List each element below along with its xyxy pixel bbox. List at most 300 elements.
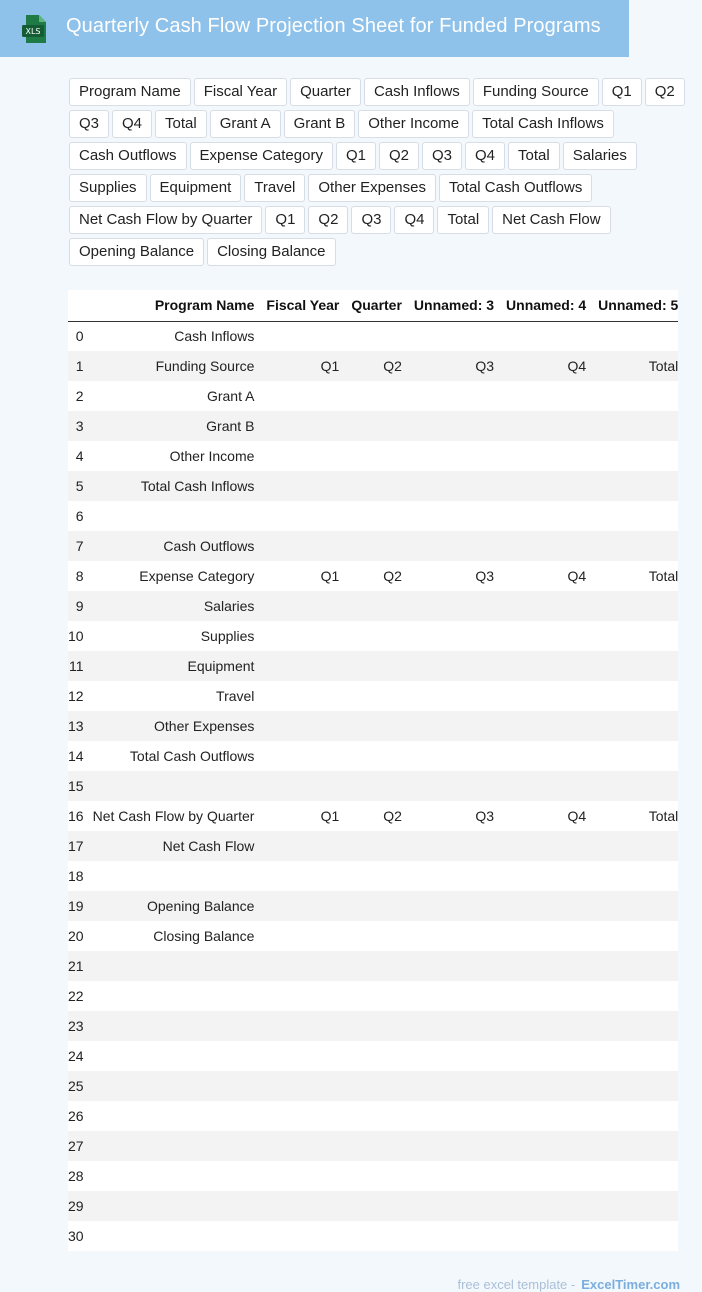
cell-unnamed-3 [408, 921, 500, 951]
cell-fiscal-year: Q1 [260, 351, 345, 381]
cell-unnamed-5 [592, 921, 678, 951]
cell-index: 13 [68, 711, 87, 741]
column-header-unnamed-5: Unnamed: 5 [592, 290, 678, 321]
cell-unnamed-5 [592, 1101, 678, 1131]
cell-unnamed-4 [500, 441, 592, 471]
column-tag[interactable]: Net Cash Flow by Quarter [69, 206, 262, 234]
cell-program-name [87, 1161, 261, 1191]
cell-unnamed-5 [592, 1011, 678, 1041]
column-tag[interactable]: Other Income [358, 110, 469, 138]
table-row [68, 861, 678, 891]
footer-brand-link[interactable]: ExcelTimer.com [581, 1277, 680, 1292]
cell-fiscal-year [260, 471, 345, 501]
cell-unnamed-4 [500, 891, 592, 921]
cell-fiscal-year [260, 501, 345, 531]
cell-quarter [345, 1161, 408, 1191]
cell-quarter [345, 651, 408, 681]
cell-unnamed-4 [500, 951, 592, 981]
cell-unnamed-3 [408, 381, 500, 411]
cell-unnamed-4 [500, 651, 592, 681]
cell-quarter [345, 981, 408, 1011]
cell-program-name [87, 1011, 261, 1041]
cell-unnamed-5: Total [592, 801, 678, 831]
table-row [68, 1191, 678, 1221]
column-tag[interactable]: Total Cash Outflows [439, 174, 592, 202]
table-row [68, 801, 678, 831]
cell-fiscal-year [260, 1221, 345, 1251]
table-row [68, 411, 678, 441]
cell-quarter [345, 891, 408, 921]
column-tag[interactable]: Grant A [210, 110, 281, 138]
cell-unnamed-3 [408, 471, 500, 501]
cell-unnamed-5 [592, 621, 678, 651]
cell-index: 8 [68, 561, 87, 591]
cell-index: 1 [68, 351, 87, 381]
cell-program-name [87, 951, 261, 981]
cell-index: 16 [68, 801, 87, 831]
cell-unnamed-3 [408, 891, 500, 921]
column-tag[interactable]: Total [437, 206, 489, 234]
cell-fiscal-year [260, 441, 345, 471]
cell-unnamed-3 [408, 501, 500, 531]
cell-fiscal-year [260, 891, 345, 921]
column-tag[interactable]: Program Name [69, 78, 191, 106]
cell-fiscal-year: Q1 [260, 561, 345, 591]
cell-unnamed-4 [500, 681, 592, 711]
cell-fiscal-year [260, 1131, 345, 1161]
table-row [68, 321, 678, 351]
column-tag[interactable]: Q3 [422, 142, 462, 170]
cell-program-name [87, 861, 261, 891]
cell-unnamed-4 [500, 1041, 592, 1071]
cell-unnamed-4 [500, 531, 592, 561]
data-table-container[interactable] [68, 290, 678, 1251]
cell-program-name: Net Cash Flow [87, 831, 261, 861]
cell-index: 3 [68, 411, 87, 441]
column-header-unnamed-3: Unnamed: 3 [408, 290, 500, 321]
cell-quarter [345, 471, 408, 501]
cell-index: 9 [68, 591, 87, 621]
cell-unnamed-5 [592, 1041, 678, 1071]
table-row [68, 831, 678, 861]
column-tag[interactable]: Funding Source [473, 78, 599, 106]
cell-unnamed-5 [592, 531, 678, 561]
cell-program-name: Grant B [87, 411, 261, 441]
cell-program-name [87, 1221, 261, 1251]
cell-unnamed-4: Q4 [500, 801, 592, 831]
cell-index: 10 [68, 621, 87, 651]
cell-fiscal-year [260, 381, 345, 411]
column-tag[interactable]: Opening Balance [69, 238, 204, 266]
cell-index: 6 [68, 501, 87, 531]
cell-unnamed-5 [592, 771, 678, 801]
column-tag[interactable]: Net Cash Flow [492, 206, 610, 234]
cell-fiscal-year [260, 951, 345, 981]
cell-unnamed-4 [500, 1011, 592, 1041]
cell-unnamed-3 [408, 771, 500, 801]
cell-quarter [345, 1041, 408, 1071]
cell-unnamed-4 [500, 501, 592, 531]
cell-fiscal-year [260, 681, 345, 711]
header-bar [0, 0, 629, 57]
cell-unnamed-3 [408, 861, 500, 891]
cell-unnamed-3 [408, 651, 500, 681]
cell-unnamed-3 [408, 1221, 500, 1251]
cell-unnamed-4 [500, 711, 592, 741]
cell-unnamed-3 [408, 621, 500, 651]
column-tag[interactable]: Total [155, 110, 207, 138]
cell-unnamed-4 [500, 861, 592, 891]
cell-fiscal-year [260, 981, 345, 1011]
column-tag[interactable]: Salaries [563, 142, 637, 170]
cell-quarter [345, 1101, 408, 1131]
table-row [68, 561, 678, 591]
column-tag[interactable]: Q4 [112, 110, 152, 138]
cell-index: 26 [68, 1101, 87, 1131]
cell-unnamed-5 [592, 321, 678, 351]
cell-program-name: Supplies [87, 621, 261, 651]
cell-quarter [345, 831, 408, 861]
cell-unnamed-5 [592, 1191, 678, 1221]
cell-index: 19 [68, 891, 87, 921]
footer-credit [457, 1277, 680, 1292]
cell-unnamed-3 [408, 411, 500, 441]
cell-unnamed-4 [500, 921, 592, 951]
cell-unnamed-5 [592, 591, 678, 621]
cell-fiscal-year [260, 651, 345, 681]
cell-index: 21 [68, 951, 87, 981]
column-tag[interactable]: Grant B [284, 110, 356, 138]
cell-index: 22 [68, 981, 87, 1011]
cell-unnamed-5 [592, 471, 678, 501]
column-tag[interactable]: Q2 [379, 142, 419, 170]
cell-fiscal-year [260, 921, 345, 951]
table-row [68, 1131, 678, 1161]
cell-unnamed-4 [500, 381, 592, 411]
cell-unnamed-5 [592, 651, 678, 681]
column-tag[interactable]: Supplies [69, 174, 147, 202]
column-tag[interactable]: Q2 [308, 206, 348, 234]
cell-quarter [345, 591, 408, 621]
cell-unnamed-4 [500, 1071, 592, 1101]
cell-fiscal-year [260, 321, 345, 351]
cell-program-name: Total Cash Inflows [87, 471, 261, 501]
cell-unnamed-3: Q3 [408, 351, 500, 381]
cell-unnamed-5 [592, 411, 678, 441]
cell-program-name [87, 771, 261, 801]
cell-fiscal-year [260, 1101, 345, 1131]
table-row [68, 1101, 678, 1131]
table-row [68, 651, 678, 681]
table-row [68, 771, 678, 801]
table-row [68, 891, 678, 921]
cell-unnamed-4 [500, 321, 592, 351]
cell-quarter [345, 381, 408, 411]
column-tag[interactable]: Total Cash Inflows [472, 110, 614, 138]
cell-index: 5 [68, 471, 87, 501]
column-tag-list [69, 78, 694, 266]
cell-unnamed-4 [500, 621, 592, 651]
cell-fiscal-year [260, 591, 345, 621]
cell-quarter: Q2 [345, 561, 408, 591]
cell-unnamed-5 [592, 741, 678, 771]
column-tag[interactable]: Cash Inflows [364, 78, 470, 106]
cell-unnamed-5 [592, 381, 678, 411]
column-tag[interactable]: Equipment [150, 174, 242, 202]
column-tag[interactable]: Q3 [69, 110, 109, 138]
column-tag[interactable]: Closing Balance [207, 238, 335, 266]
table-row [68, 1071, 678, 1101]
cell-unnamed-5: Total [592, 561, 678, 591]
cell-index: 29 [68, 1191, 87, 1221]
cell-quarter [345, 1221, 408, 1251]
cell-fiscal-year [260, 1011, 345, 1041]
cell-unnamed-3 [408, 321, 500, 351]
table-row [68, 981, 678, 1011]
cell-index: 18 [68, 861, 87, 891]
cell-index: 20 [68, 921, 87, 951]
cell-unnamed-4 [500, 1161, 592, 1191]
column-tag[interactable]: Expense Category [190, 142, 333, 170]
table-header-row [68, 290, 678, 321]
table-row [68, 1011, 678, 1041]
table-row [68, 441, 678, 471]
cell-quarter [345, 741, 408, 771]
table-row [68, 501, 678, 531]
cell-unnamed-4 [500, 981, 592, 1011]
cell-quarter [345, 1011, 408, 1041]
column-tag[interactable]: Fiscal Year [194, 78, 287, 106]
cell-program-name: Expense Category [87, 561, 261, 591]
cell-program-name: Opening Balance [87, 891, 261, 921]
cell-index: 11 [68, 651, 87, 681]
cell-quarter [345, 951, 408, 981]
cell-index: 14 [68, 741, 87, 771]
table-row [68, 531, 678, 561]
cell-unnamed-4: Q4 [500, 561, 592, 591]
cell-unnamed-5 [592, 1161, 678, 1191]
cell-unnamed-3 [408, 1191, 500, 1221]
cell-index: 0 [68, 321, 87, 351]
column-tag[interactable]: Q3 [351, 206, 391, 234]
column-tag[interactable]: Q4 [394, 206, 434, 234]
cell-index: 23 [68, 1011, 87, 1041]
cell-program-name: Other Income [87, 441, 261, 471]
cell-index: 28 [68, 1161, 87, 1191]
column-tag[interactable]: Q2 [645, 78, 685, 106]
column-header-index [68, 290, 87, 321]
cell-fiscal-year [260, 621, 345, 651]
cell-unnamed-4 [500, 591, 592, 621]
cell-unnamed-4 [500, 1101, 592, 1131]
table-row [68, 1221, 678, 1251]
page-title: Quarterly Cash Flow Projection Sheet for Funded Programs [66, 15, 601, 37]
column-tag[interactable]: Total [508, 142, 560, 170]
cell-quarter [345, 411, 408, 441]
cell-unnamed-5 [592, 981, 678, 1011]
cell-index: 17 [68, 831, 87, 861]
cell-fiscal-year [260, 831, 345, 861]
cell-index: 30 [68, 1221, 87, 1251]
table-row [68, 951, 678, 981]
cell-unnamed-3 [408, 951, 500, 981]
cell-fiscal-year [260, 861, 345, 891]
cell-program-name: Travel [87, 681, 261, 711]
cell-program-name [87, 1191, 261, 1221]
column-tag[interactable]: Q1 [265, 206, 305, 234]
cell-unnamed-5: Total [592, 351, 678, 381]
cell-quarter [345, 861, 408, 891]
cell-unnamed-4 [500, 1191, 592, 1221]
cell-program-name [87, 1101, 261, 1131]
cell-unnamed-5 [592, 951, 678, 981]
cell-unnamed-5 [592, 501, 678, 531]
cell-program-name: Other Expenses [87, 711, 261, 741]
cell-unnamed-5 [592, 891, 678, 921]
table-row [68, 1161, 678, 1191]
xls-icon-label: XLS [25, 27, 41, 36]
cell-index: 27 [68, 1131, 87, 1161]
cell-quarter [345, 1131, 408, 1161]
footer-prefix: free excel template - [457, 1277, 576, 1292]
table-row [68, 681, 678, 711]
cell-unnamed-5 [592, 441, 678, 471]
cell-quarter [345, 711, 408, 741]
cell-unnamed-4 [500, 741, 592, 771]
column-tag[interactable]: Q1 [336, 142, 376, 170]
cell-unnamed-3 [408, 1071, 500, 1101]
cell-unnamed-3 [408, 741, 500, 771]
table-row [68, 711, 678, 741]
column-header-quarter: Quarter [345, 290, 408, 321]
cell-unnamed-3 [408, 441, 500, 471]
column-header-program-name: Program Name [87, 290, 261, 321]
column-header-unnamed-4: Unnamed: 4 [500, 290, 592, 321]
cell-unnamed-3 [408, 1101, 500, 1131]
cell-program-name: Total Cash Outflows [87, 741, 261, 771]
cell-unnamed-3 [408, 1161, 500, 1191]
cell-quarter [345, 321, 408, 351]
cell-program-name: Equipment [87, 651, 261, 681]
table-row [68, 621, 678, 651]
cell-program-name [87, 1071, 261, 1101]
cell-unnamed-3 [408, 831, 500, 861]
cell-unnamed-3 [408, 1041, 500, 1071]
table-row [68, 591, 678, 621]
cell-unnamed-4 [500, 411, 592, 441]
cell-unnamed-5 [592, 861, 678, 891]
cell-unnamed-5 [592, 1221, 678, 1251]
column-tag[interactable]: Cash Outflows [69, 142, 187, 170]
cell-index: 4 [68, 441, 87, 471]
cell-program-name: Grant A [87, 381, 261, 411]
cell-program-name: Net Cash Flow by Quarter [87, 801, 261, 831]
cell-unnamed-3 [408, 1011, 500, 1041]
cell-quarter: Q2 [345, 801, 408, 831]
cell-quarter [345, 531, 408, 561]
cell-unnamed-3 [408, 531, 500, 561]
cell-unnamed-5 [592, 831, 678, 861]
cell-index: 25 [68, 1071, 87, 1101]
table-row [68, 921, 678, 951]
cell-unnamed-3 [408, 681, 500, 711]
cell-program-name [87, 1131, 261, 1161]
column-tag[interactable]: Quarter [290, 78, 361, 106]
cell-program-name [87, 501, 261, 531]
cell-quarter [345, 501, 408, 531]
cell-fiscal-year [260, 411, 345, 441]
table-row [68, 471, 678, 501]
cell-index: 12 [68, 681, 87, 711]
xls-file-icon [20, 14, 50, 44]
column-tag[interactable]: Q1 [602, 78, 642, 106]
cell-unnamed-4 [500, 471, 592, 501]
cell-fiscal-year: Q1 [260, 801, 345, 831]
cell-unnamed-3 [408, 981, 500, 1011]
cell-program-name [87, 1041, 261, 1071]
cell-unnamed-3 [408, 591, 500, 621]
cell-quarter [345, 1191, 408, 1221]
cell-fiscal-year [260, 711, 345, 741]
cell-fiscal-year [260, 1191, 345, 1221]
cell-unnamed-4 [500, 771, 592, 801]
cell-index: 2 [68, 381, 87, 411]
cell-quarter [345, 1071, 408, 1101]
column-tag[interactable]: Other Expenses [308, 174, 436, 202]
table-row [68, 741, 678, 771]
cell-quarter [345, 441, 408, 471]
table-row [68, 381, 678, 411]
column-header-fiscal-year: Fiscal Year [260, 290, 345, 321]
table-row [68, 1041, 678, 1071]
cell-unnamed-3 [408, 1131, 500, 1161]
cell-unnamed-4 [500, 831, 592, 861]
cell-quarter [345, 921, 408, 951]
cell-fiscal-year [260, 771, 345, 801]
cell-program-name: Cash Outflows [87, 531, 261, 561]
cell-fiscal-year [260, 1161, 345, 1191]
cell-quarter [345, 681, 408, 711]
cell-program-name: Funding Source [87, 351, 261, 381]
cell-program-name: Closing Balance [87, 921, 261, 951]
cell-unnamed-5 [592, 681, 678, 711]
cell-index: 7 [68, 531, 87, 561]
cell-quarter [345, 771, 408, 801]
cell-fiscal-year [260, 1041, 345, 1071]
cell-unnamed-4 [500, 1221, 592, 1251]
column-tag[interactable]: Travel [244, 174, 305, 202]
cell-unnamed-5 [592, 711, 678, 741]
cell-index: 15 [68, 771, 87, 801]
cell-unnamed-5 [592, 1071, 678, 1101]
cell-unnamed-4 [500, 1131, 592, 1161]
cell-unnamed-3 [408, 711, 500, 741]
cell-unnamed-3: Q3 [408, 561, 500, 591]
table-row [68, 351, 678, 381]
cell-unnamed-3: Q3 [408, 801, 500, 831]
cell-program-name [87, 981, 261, 1011]
column-tag[interactable]: Q4 [465, 142, 505, 170]
cell-fiscal-year [260, 741, 345, 771]
cell-program-name: Salaries [87, 591, 261, 621]
cell-quarter: Q2 [345, 351, 408, 381]
data-table [68, 290, 678, 1251]
cell-fiscal-year [260, 1071, 345, 1101]
cell-index: 24 [68, 1041, 87, 1071]
cell-program-name: Cash Inflows [87, 321, 261, 351]
cell-unnamed-4: Q4 [500, 351, 592, 381]
cell-quarter [345, 621, 408, 651]
